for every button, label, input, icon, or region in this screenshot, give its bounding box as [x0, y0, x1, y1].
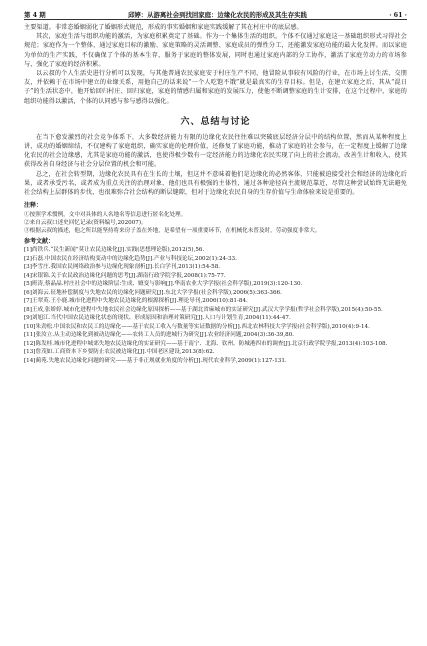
- references-heading: 参考文献：: [24, 237, 55, 245]
- paragraph: 以云叔的个人生活史进行分析可以发现，与其他普通农民家庭安于村庄生产不同，他冒险从事较有风险的行业，在市场上讨生活，交朋友，并依赖于在市场中建立的业缘关系，用他自己的话来说“一个人吃饱不饿”就是最真实的生存目标。但是，在建立家庭之后，其从“混日子”的生活状态中，他开始回归村庄、回归家庭，家庭的情感归属和家庭的发展压力，使他不断调整家庭的生计安排，在这个过程中，家庭的组织功能得以激活，个体的认同感与参与感得以强化。: [24, 70, 407, 105]
- reference-item: [13]詹茂如.工商资本下乡要防止农民被边缘化[J].中国老区建设,2013(8):62.: [24, 349, 215, 356]
- conclusion-text: [24, 133, 407, 197]
- paragraph: 在当下愈发激烈的社会竞争体系下，大多数经济能力有限的边缘化农民往往难以突破底层经济分层中的结构位置，然而从某种程度上讲，成功的婚姻缔结，不仅建构了家庭组织，确实家庭的伦理价值，还修复了家庭功能，推动了家庭的社会参与，在一定程度上缓解了边缘化农民的社会边缘感，尤其是家庭功能的激活，也使得极少数有一定经济能力的边缘化农民实现了向上的社会流动，改善生计和收入，使其获得改善自身经济与社会分层位置的机会和可能。: [24, 133, 407, 169]
- reference-item: [1]尚铁兵.“民生新闻”莫让农民边缘化[J].实践(思想理论版),2012(5),56.: [24, 247, 205, 254]
- reference-item: [7]王翠英.王小鹿.城市化进程中失地农民边缘化的根源探析[J].理论导刊,2006(10):81-84.: [24, 298, 248, 305]
- references-section: [24, 238, 407, 366]
- note-item: ②来自云叔口述史回忆记录(资料编号,202007)。: [24, 220, 147, 227]
- reference-item: [9]刘旭江.当代中国农民边缘化状态的现状、形成原因和治理对策研究[J].人口与计划生育,2004(11):44-47.: [24, 315, 291, 322]
- reference-item: [11]张汝立.从主动边缘化到被动边缘化——农转工人员的进城行为研究[J].农业经济问题,2004(3):36-39,80.: [24, 332, 295, 339]
- notes-section: [24, 202, 407, 236]
- reference-item: [14]蔺苑.失地农民边缘化问题的研究——基于非正规就业角度的分析[J].现代农业科学,2009(1):127-131.: [24, 357, 287, 364]
- page-number: · 61 ·: [389, 11, 407, 19]
- running-header: [24, 0, 407, 20]
- running-title: 邱婷：从游离社会到找回家庭：边缘化农民的形成及其生存实践: [127, 11, 307, 19]
- reference-item: [5]班涛,蔡晶晶.村庄社会中的边缘阶层:生成、嬗变与影响[J].华南农业大学学报(社会科学版),2019(3):120-130.: [24, 281, 303, 288]
- reference-item: [12]陈发桂.城市化进程中城郊失地农民边缘化的实证研究——基于南宁、北海、钦州、防城港四市的调查[J].北京行政学院学报,2013(4):103-108.: [24, 340, 388, 347]
- note-item: ③根据云叔的描述，他之所以能坚持将来房子盖在外地，是希望有一项重要环节，在机械化未普及时，劳动强度非常大。: [24, 228, 321, 235]
- paragraph: 总之，在社会转型期，边缘化农民具有在生长的土壤，但这并不意味着他们是边缘化的必然客体，只能被迫接受社会和经济的边缘化后果，或者承受污名，或者成为重点关注的治理对象，他们也具有极强的主体性，通过各种途径向主流规范靠近，尽管这种尝试始终无法避免社会结构上层群体的步伐，也很难弥合社会结构的断层缝隙，但对于边缘化农民自身的生存价值与生命体验来说是重要的。: [24, 170, 407, 197]
- reference-item: [3]李雪庄.我国农民网络政治参与边缘化现象剖析[J].长白学刊,2013(1):54-58.: [24, 264, 221, 271]
- paragraph: 其次，家庭生活与组织功能的激活，为家庭积累奠定了基础。作为一个集体生活的组织，个体不仅通过家庭这一基础组织形式习得社会规范；家庭作为一个整体，通过家庭目标的激励、家庭策略的灵活调整、家庭成员的弹性分工，还能激发家庭功能的最大化发挥。而以家庭为单位的生产实践，不仅确保了个体的基本生存，服务于家庭的整体发展，同时也通过家庭内部的分工协作，激活了家庭劳动力的市场参与，强化了家庭的经济积累。: [24, 33, 407, 68]
- notes-heading: 注释：: [24, 202, 43, 210]
- note-item: ①按照学术惯例，文中对具体的人名地名等信息进行匿名化处理。: [24, 211, 187, 218]
- reference-item: [4]宋银锦.关于农民政治边缘化问题的思考[J].湖南行政学院学报,2008(1):75-77.: [24, 272, 226, 279]
- section-heading: 六、总结与讨论: [180, 116, 251, 127]
- reference-item: [8]王成,张娇婷.城市化进程中失地农民社会边缘化原因探析——基于湖北省麻城市的实证研究[J].武汉大学学报(哲学社会科学版),2015(4):50-55.: [24, 306, 383, 313]
- issue-label: 第 4 期: [24, 11, 46, 19]
- reference-item: [6]刘海云.征地补偿制度与失地农民的边缘化问题研究[J].东北大学学报(社会科学版),2006(5):363-366.: [24, 289, 282, 296]
- paragraph: 主要渠道。非常态婚姻弱化了婚姻形式规范，形成的事实婚姻和家庭实践缓解了其在村庄中的底层感。: [24, 24, 303, 31]
- reference-item: [10]朱劲松.中国农民和农民工的边缘化——基于农民工收入与数量等实证数据的分析[J].西北农林科技大学学报(社会科学版),2010(4):9-14.: [24, 323, 370, 330]
- reference-item: [2]石磊.中国农民在经济结构变动中的边缘化趋势[J].产业与科技论坛,2002(1):24-33.: [24, 255, 237, 262]
- body-text: [24, 23, 407, 106]
